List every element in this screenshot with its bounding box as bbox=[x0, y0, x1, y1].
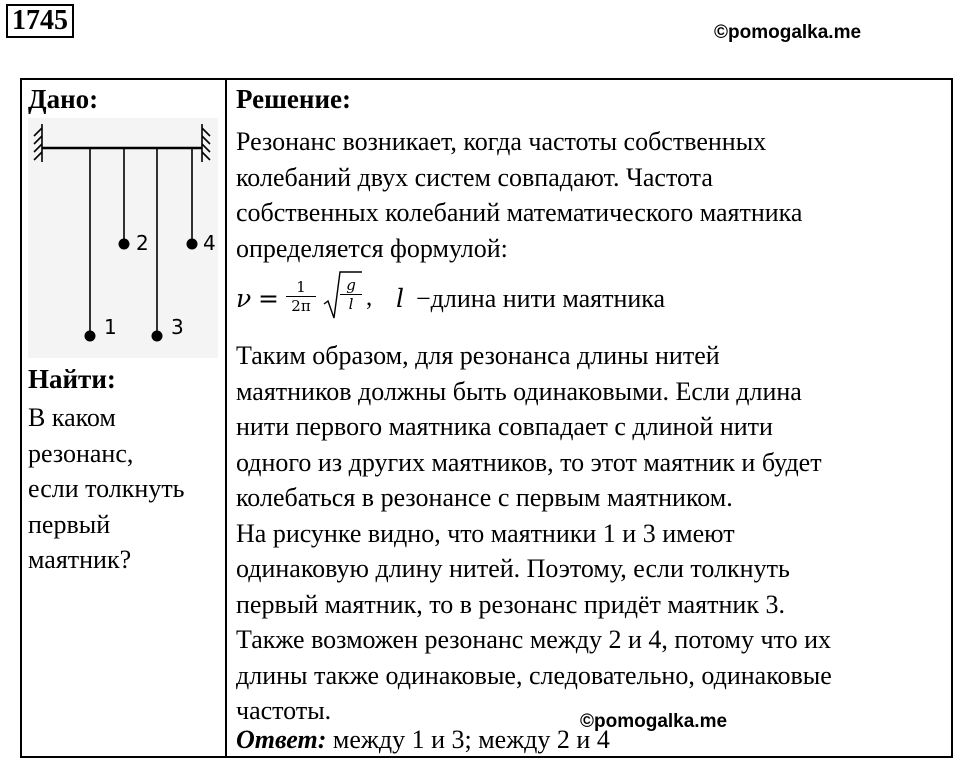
formula-fraction-2 bbox=[340, 276, 362, 313]
watermark-top: ©pomogalka.me bbox=[714, 22, 862, 43]
formula-l: l bbox=[396, 284, 404, 313]
text-line: Резонанс возникает, когда частоты собственных bbox=[236, 127, 767, 156]
text-line: Также возможен резонанс между 2 и 4, потому что их bbox=[236, 625, 831, 654]
formula-fraction-1 bbox=[286, 278, 316, 315]
solution-column bbox=[236, 80, 948, 756]
text-line: одинаковую длину нитей. Поэтому, если толкнуть bbox=[236, 554, 790, 583]
text-line: первый маятник, то в резонанс придёт маятник 3. bbox=[236, 589, 785, 619]
column-divider bbox=[225, 80, 227, 756]
text-line: Таким образом, для резонанса длины нитей bbox=[236, 341, 720, 370]
find-line: В каком bbox=[28, 403, 116, 432]
text-line: определяется формулой: bbox=[236, 233, 508, 263]
answer-text: между 1 и 3; между 2 и 4 bbox=[326, 725, 610, 754]
solution-paragraph-2 bbox=[236, 338, 948, 729]
pendulums-figure bbox=[28, 118, 218, 358]
figure-background bbox=[28, 118, 218, 358]
find-line: маятник? bbox=[28, 545, 132, 574]
fraction-numerator: 1 bbox=[286, 278, 316, 297]
answer-label: Ответ: bbox=[236, 725, 327, 754]
solution-heading: Решение: bbox=[236, 84, 351, 114]
text-line: одного из других маятников, то этот маятник и будет bbox=[236, 447, 822, 477]
given-column bbox=[22, 80, 225, 756]
find-line: резонанс, bbox=[28, 438, 134, 468]
bob-1 bbox=[85, 331, 96, 342]
formula-equals: = bbox=[258, 284, 279, 313]
label-1: 1 bbox=[104, 315, 117, 339]
label-3: 3 bbox=[171, 315, 184, 339]
watermark-bottom: ©pomogalka.me bbox=[580, 711, 728, 732]
bob-3 bbox=[152, 331, 163, 342]
answer bbox=[236, 722, 610, 757]
text-line: нити первого маятника совпадает с длиной нити bbox=[236, 412, 773, 441]
text-line: На рисунке видно, что маятники 1 и 3 имеют bbox=[236, 518, 735, 548]
bob-4 bbox=[187, 239, 198, 250]
fraction-denominator: 2π bbox=[291, 297, 311, 315]
fraction-numerator: g bbox=[340, 276, 362, 295]
given-heading: Дано: bbox=[28, 84, 99, 114]
find-question bbox=[28, 400, 223, 578]
find-line: первый bbox=[28, 509, 111, 539]
text-line: частоты. bbox=[236, 696, 332, 725]
fraction-denominator: l bbox=[348, 295, 354, 313]
text-line: длины также одинаковые, следовательно, одинаковые bbox=[236, 660, 832, 690]
formula-description: −длина нити маятника bbox=[416, 284, 666, 313]
solution-table bbox=[20, 78, 953, 758]
problem-number: 1745 bbox=[6, 4, 74, 38]
label-4: 4 bbox=[203, 231, 216, 255]
text-line: маятников должны быть одинаковыми. Если длина bbox=[236, 376, 802, 406]
find-heading: Найти: bbox=[28, 364, 116, 394]
text-line: колебаний двух систем совпадают. Частота bbox=[236, 162, 713, 192]
label-2: 2 bbox=[136, 231, 149, 255]
solution-paragraph-1 bbox=[236, 124, 948, 266]
text-line: колебаться в резонансе с первым маятником. bbox=[236, 483, 733, 512]
text-line: собственных колебаний математического маятника bbox=[236, 198, 803, 227]
formula-nu: ν bbox=[236, 284, 252, 313]
bob-2 bbox=[119, 239, 130, 250]
formula-comma: , bbox=[366, 284, 373, 311]
find-line: если толкнуть bbox=[28, 474, 185, 503]
